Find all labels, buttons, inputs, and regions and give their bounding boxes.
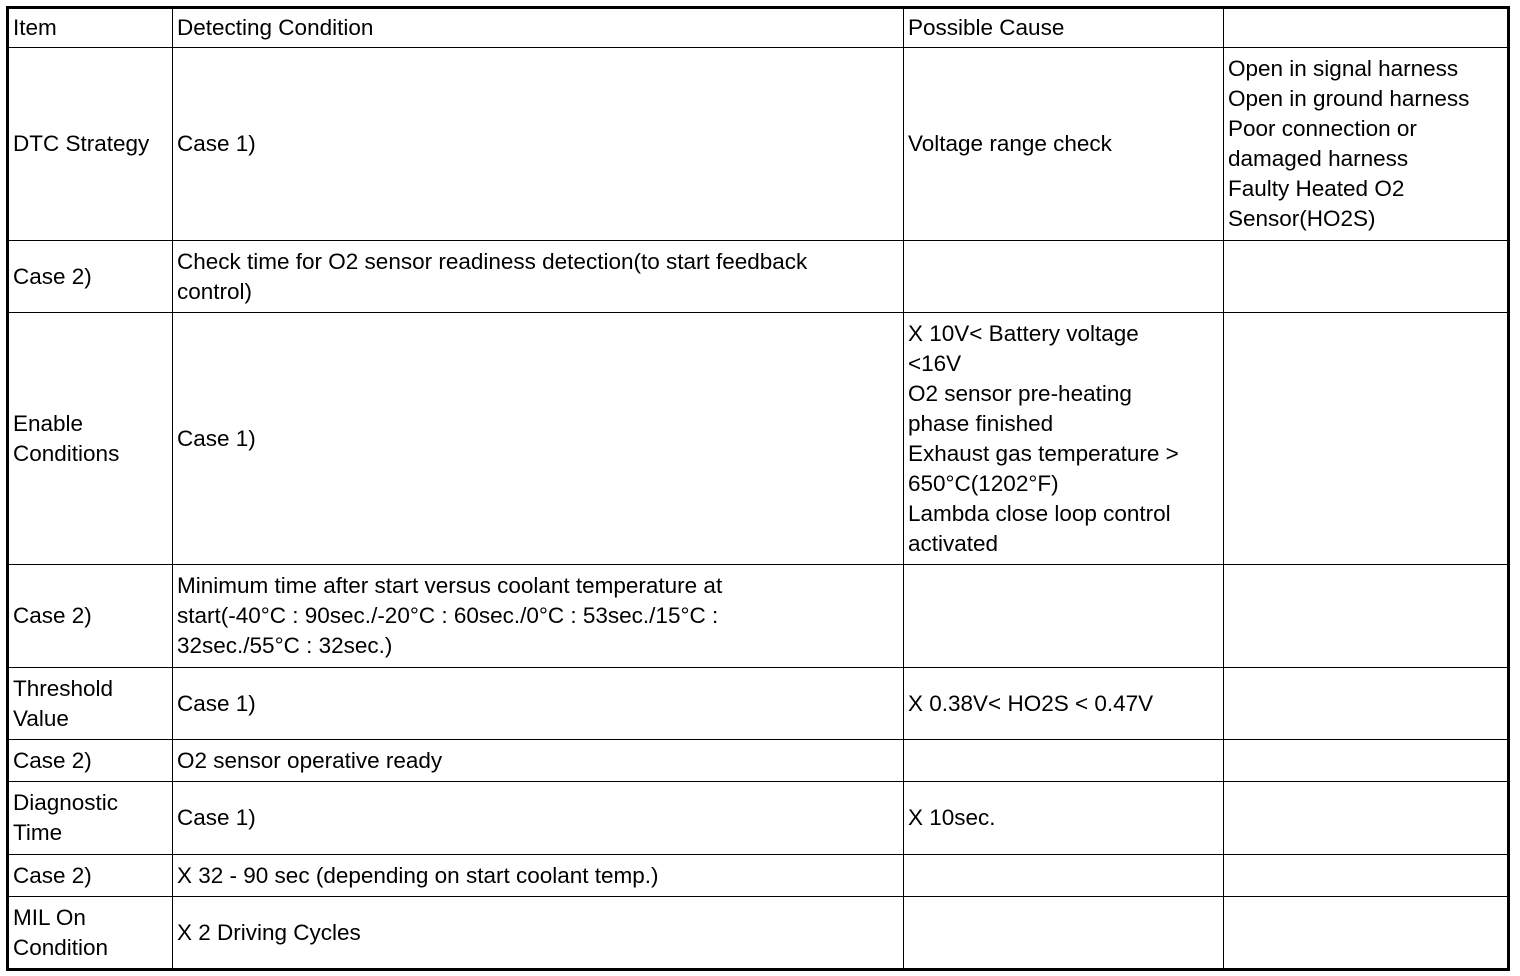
row-extra xyxy=(1224,782,1509,855)
table-row xyxy=(8,313,1509,565)
row-possible-cause xyxy=(904,855,1224,897)
row-item: Diagnostic Time xyxy=(8,782,173,855)
header-possible-cause: Possible Cause xyxy=(904,8,1224,48)
row-detecting-condition: Minimum time after start versus coolant temperature at start(-40°C : 90sec./-20°C : 60sec./0°C : 53sec./15°C : 32sec./55°C : 32sec.) xyxy=(173,565,904,668)
dtc-table xyxy=(6,6,1510,971)
table-row xyxy=(8,897,1509,970)
row-extra xyxy=(1224,855,1509,897)
table-row xyxy=(8,48,1509,241)
table-row xyxy=(8,855,1509,897)
row-detecting-condition: Case 1) xyxy=(173,48,904,241)
row-item: Enable Conditions xyxy=(8,313,173,565)
row-detecting-condition: Check time for O2 sensor readiness detection(to start feedback control) xyxy=(173,241,904,313)
header-item: Item xyxy=(8,8,173,48)
row-possible-cause: Voltage range check xyxy=(904,48,1224,241)
row-possible-cause xyxy=(904,897,1224,970)
row-item: Case 2) xyxy=(8,565,173,668)
table-row xyxy=(8,668,1509,740)
table-header-row xyxy=(8,8,1509,48)
row-detecting-condition: X 32 - 90 sec (depending on start coolant temp.) xyxy=(173,855,904,897)
row-extra xyxy=(1224,241,1509,313)
row-possible-cause xyxy=(904,565,1224,668)
row-item: Case 2) xyxy=(8,855,173,897)
header-detecting-condition: Detecting Condition xyxy=(173,8,904,48)
row-extra xyxy=(1224,565,1509,668)
row-extra xyxy=(1224,313,1509,565)
table-row xyxy=(8,565,1509,668)
row-detecting-condition: O2 sensor operative ready xyxy=(173,740,904,782)
row-extra xyxy=(1224,897,1509,970)
row-detecting-condition: Case 1) xyxy=(173,313,904,565)
row-possible-cause xyxy=(904,241,1224,313)
row-possible-cause: X 10sec. xyxy=(904,782,1224,855)
table-row xyxy=(8,740,1509,782)
row-possible-cause: X 10V< Battery voltage <16V O2 sensor pre-heating phase finished Exhaust gas temperature > 650°C(1202°F) Lambda close loop control activated xyxy=(904,313,1224,565)
row-detecting-condition: Case 1) xyxy=(173,668,904,740)
row-detecting-condition: X 2 Driving Cycles xyxy=(173,897,904,970)
row-extra xyxy=(1224,740,1509,782)
row-possible-cause xyxy=(904,740,1224,782)
row-item: Case 2) xyxy=(8,740,173,782)
header-extra xyxy=(1224,8,1509,48)
row-item: MIL On Condition xyxy=(8,897,173,970)
row-detecting-condition: Case 1) xyxy=(173,782,904,855)
row-item: Case 2) xyxy=(8,241,173,313)
table-row xyxy=(8,241,1509,313)
row-extra: Open in signal harness Open in ground harness Poor connection or damaged harness Faulty Heated O2 Sensor(HO2S) xyxy=(1224,48,1509,241)
row-possible-cause: X 0.38V< HO2S < 0.47V xyxy=(904,668,1224,740)
row-item: Threshold Value xyxy=(8,668,173,740)
table-row xyxy=(8,782,1509,855)
row-extra xyxy=(1224,668,1509,740)
row-item: DTC Strategy xyxy=(8,48,173,241)
